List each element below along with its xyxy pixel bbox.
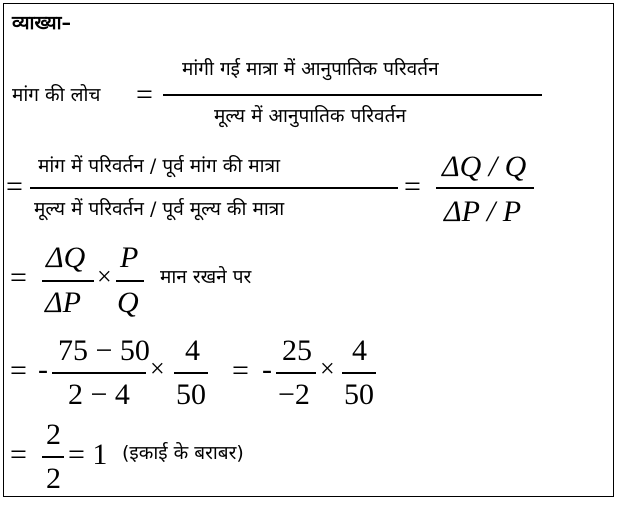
equals-sign: = bbox=[404, 170, 421, 203]
equals-sign: = bbox=[10, 354, 27, 387]
equals-sign: = bbox=[136, 78, 153, 111]
fraction-numerator: 4 bbox=[185, 334, 200, 367]
fraction-numerator: ΔQ / Q bbox=[442, 150, 527, 183]
fraction-numerator: 2 bbox=[46, 418, 61, 451]
fraction-bar bbox=[30, 187, 398, 189]
fraction-numerator: मांगी गई मात्रा में आनुपातिक परिवर्तन bbox=[182, 58, 439, 80]
fraction-bar bbox=[42, 456, 64, 458]
fraction-bar bbox=[342, 372, 376, 374]
fraction-denominator: 2 bbox=[46, 462, 61, 495]
fraction-numerator: ΔQ bbox=[46, 241, 86, 274]
fraction-denominator: 50 bbox=[176, 378, 206, 411]
times-sign: × bbox=[97, 262, 112, 291]
substitution-note: मान रखने पर bbox=[160, 266, 252, 288]
equals-sign: = bbox=[10, 438, 27, 471]
unity-note: (इकाई के बराबर) bbox=[122, 442, 244, 464]
fraction-bar bbox=[42, 280, 94, 282]
fraction-denominator: ΔP / P bbox=[444, 195, 522, 228]
fraction-denominator: 2 − 4 bbox=[68, 378, 130, 411]
equals-sign: = bbox=[232, 354, 249, 387]
fraction-numerator: 25 bbox=[282, 334, 312, 367]
times-sign: × bbox=[150, 354, 165, 383]
fraction-bar bbox=[52, 372, 146, 374]
fraction-denominator: ΔP bbox=[45, 286, 81, 319]
fraction-bar bbox=[163, 94, 542, 96]
fraction-bar bbox=[276, 372, 316, 374]
fraction-bar bbox=[174, 372, 208, 374]
fraction-numerator: P bbox=[120, 241, 139, 274]
fraction-bar bbox=[436, 187, 534, 189]
elasticity-label: मांग की लोच bbox=[12, 84, 101, 106]
equals-sign: = bbox=[10, 261, 27, 294]
fraction-numerator: 4 bbox=[352, 334, 367, 367]
fraction-bar bbox=[116, 280, 144, 282]
fraction-denominator: Q bbox=[117, 286, 139, 319]
fraction-denominator: मूल्य में आनुपातिक परिवर्तन bbox=[214, 105, 406, 127]
heading: व्याख्या– bbox=[12, 12, 71, 34]
fraction-denominator: −2 bbox=[278, 378, 310, 411]
minus-sign: - bbox=[262, 353, 272, 386]
fraction-denominator: 50 bbox=[344, 378, 374, 411]
result-value: = 1 bbox=[68, 438, 108, 471]
equals-sign: = bbox=[6, 170, 23, 203]
fraction-numerator: मांग में परिवर्तन / पूर्व मांग की मात्रा bbox=[38, 155, 280, 177]
times-sign: × bbox=[320, 354, 335, 383]
minus-sign: - bbox=[38, 353, 48, 386]
fraction-denominator: मूल्य में परिवर्तन / पूर्व मूल्य की मात्रा bbox=[34, 198, 285, 220]
fraction-numerator: 75 − 50 bbox=[58, 334, 150, 367]
